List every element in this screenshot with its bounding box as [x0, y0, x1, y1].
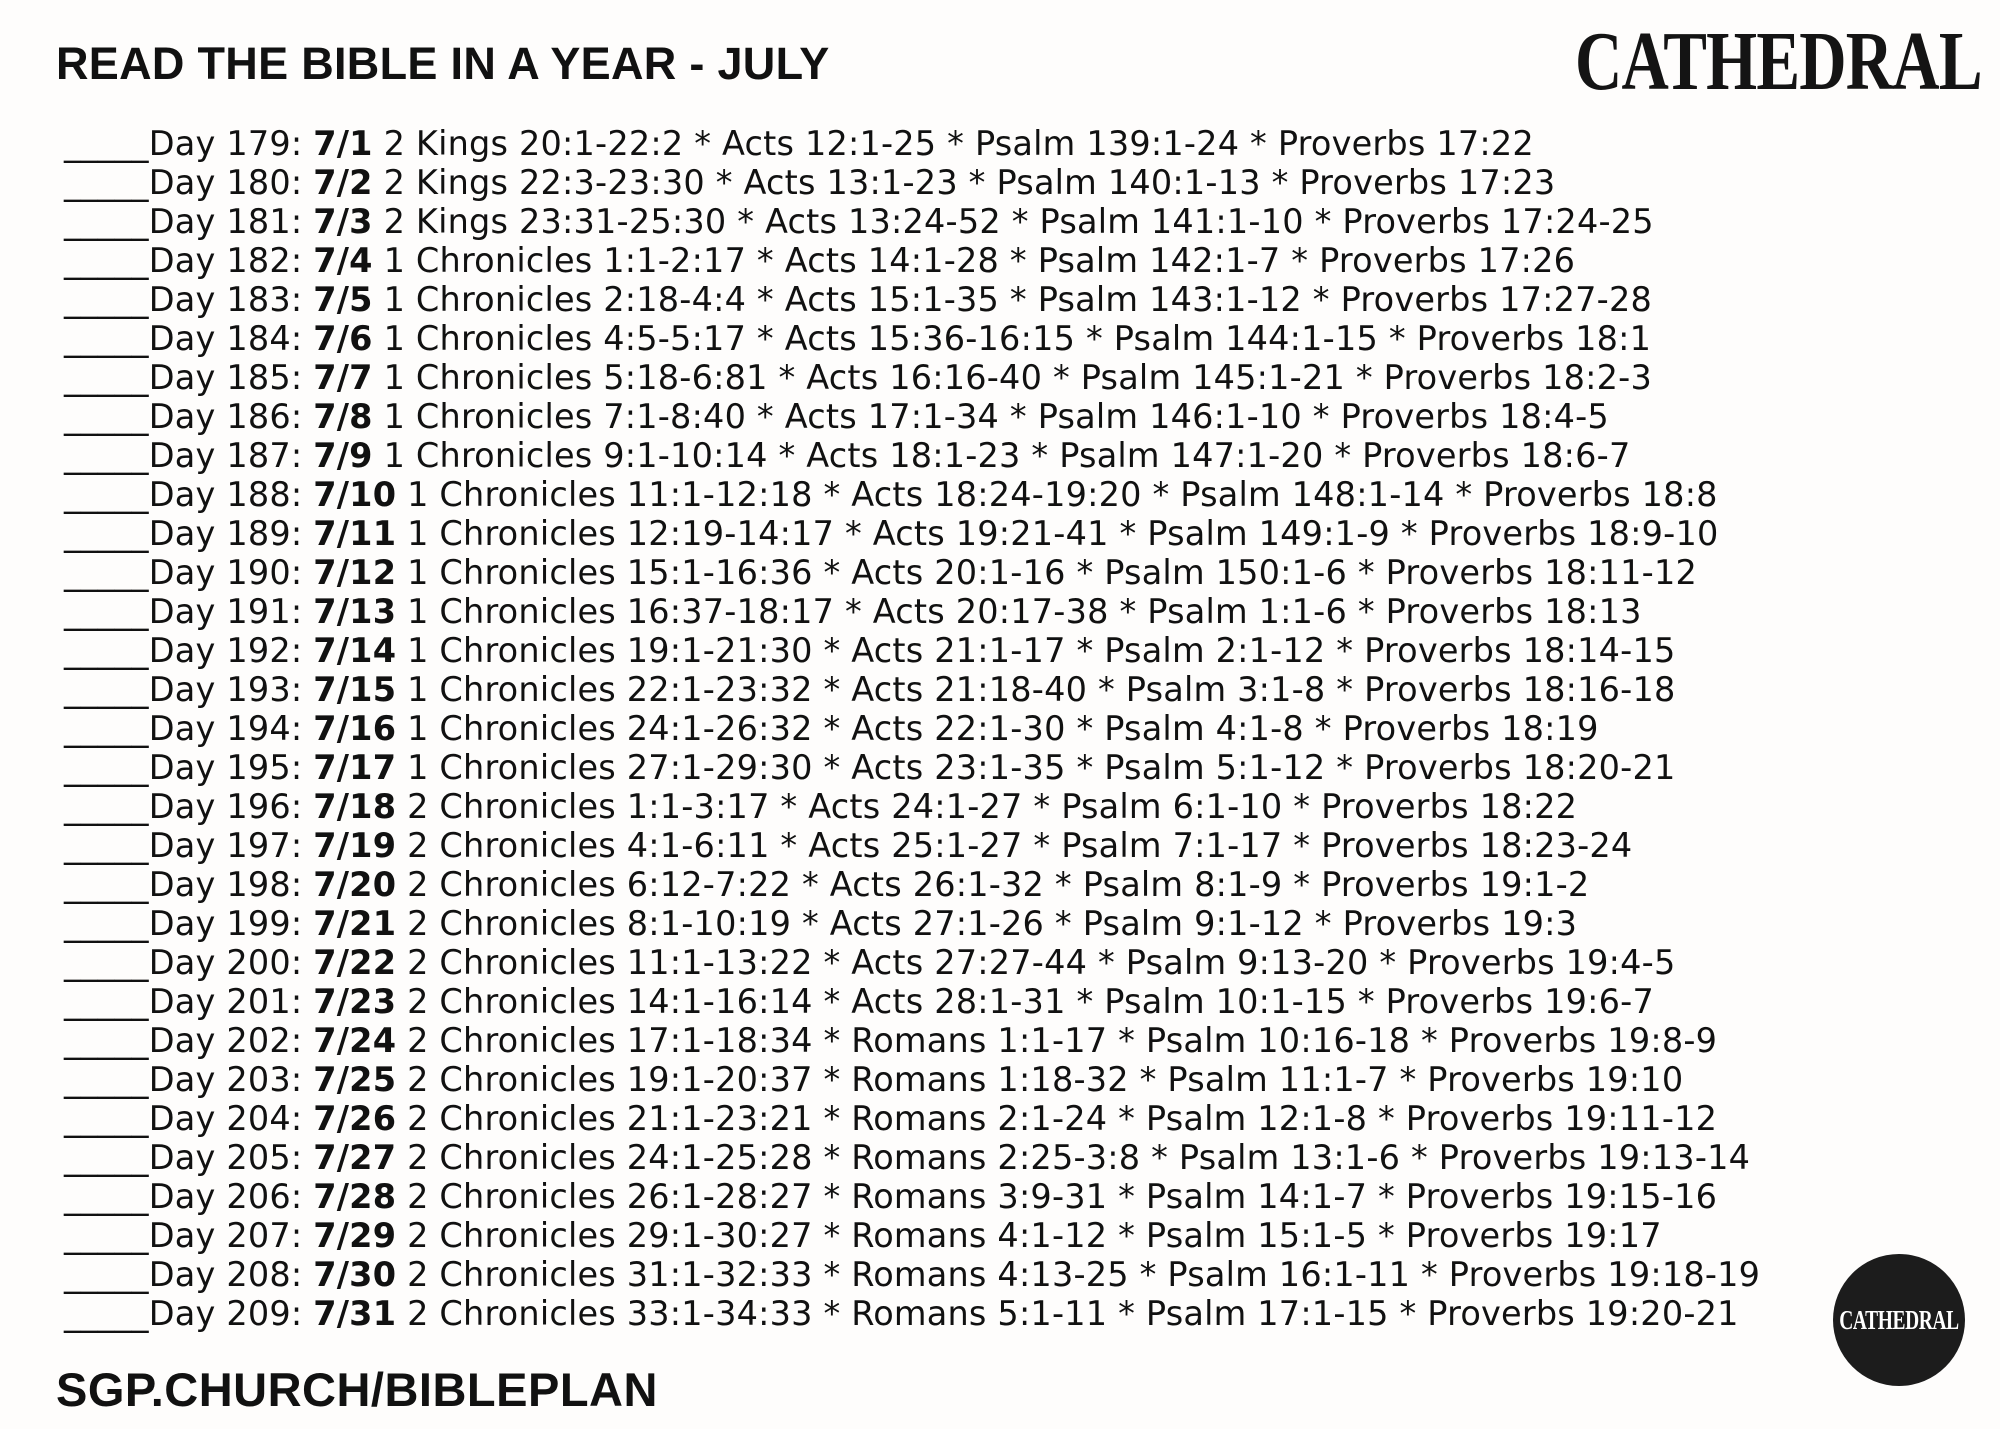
checkbox-blank: _____ [64, 1177, 149, 1216]
day-number: Day 185 [148, 358, 291, 397]
space [396, 1021, 407, 1060]
reading-date: 7/6 [313, 319, 373, 358]
space [396, 982, 407, 1021]
day-number: Day 207 [148, 1216, 291, 1255]
reading-date: 7/16 [313, 709, 397, 748]
space [396, 670, 407, 709]
reading-row [64, 1216, 1760, 1255]
checkbox-blank: _____ [64, 709, 149, 748]
reading-passages: 2 Chronicles 1:1-3:17 * Acts 24:1-27 * Psalm 6:1-10 * Proverbs 18:22 [407, 787, 1578, 826]
day-number: Day 197 [148, 826, 291, 865]
space [396, 553, 407, 592]
reading-row [64, 982, 1760, 1021]
day-number: Day 182 [148, 241, 291, 280]
day-number: Day 184 [148, 319, 291, 358]
checkbox-blank: _____ [64, 865, 149, 904]
day-number: Day 192 [148, 631, 291, 670]
reading-row [64, 124, 1760, 163]
reading-passages: 1 Chronicles 15:1-16:36 * Acts 20:1-16 * Psalm 150:1-6 * Proverbs 18:11-12 [407, 553, 1697, 592]
day-separator: : [290, 280, 314, 319]
reading-row [64, 163, 1760, 202]
reading-row [64, 553, 1760, 592]
reading-passages: 2 Chronicles 6:12-7:22 * Acts 26:1-32 * Psalm 8:1-9 * Proverbs 19:1-2 [407, 865, 1590, 904]
day-number: Day 194 [148, 709, 291, 748]
day-number: Day 180 [148, 163, 291, 202]
day-number: Day 202 [148, 1021, 291, 1060]
day-number: Day 209 [148, 1294, 291, 1333]
checkbox-blank: _____ [64, 1294, 149, 1333]
reading-row [64, 319, 1760, 358]
reading-date: 7/1 [313, 124, 373, 163]
reading-date: 7/23 [313, 982, 397, 1021]
day-separator: : [290, 1099, 314, 1138]
reading-row [64, 397, 1760, 436]
day-separator: : [290, 982, 314, 1021]
reading-row [64, 1021, 1760, 1060]
checkbox-blank: _____ [64, 163, 149, 202]
reading-row [64, 592, 1760, 631]
reading-passages: 1 Chronicles 24:1-26:32 * Acts 22:1-30 * Psalm 4:1-8 * Proverbs 18:19 [407, 709, 1599, 748]
reading-row [64, 358, 1760, 397]
checkbox-blank: _____ [64, 241, 149, 280]
reading-passages: 1 Chronicles 2:18-4:4 * Acts 15:1-35 * Psalm 143:1-12 * Proverbs 17:27-28 [383, 280, 1652, 319]
reading-date: 7/11 [313, 514, 397, 553]
reading-row [64, 280, 1760, 319]
reading-passages: 1 Chronicles 5:18-6:81 * Acts 16:16-40 * Psalm 145:1-21 * Proverbs 18:2-3 [383, 358, 1652, 397]
space [396, 787, 407, 826]
checkbox-blank: _____ [64, 1216, 149, 1255]
reading-row [64, 865, 1760, 904]
space [396, 1255, 407, 1294]
day-number: Day 190 [148, 553, 291, 592]
reading-date: 7/21 [313, 904, 397, 943]
reading-date: 7/3 [313, 202, 373, 241]
space [396, 514, 407, 553]
space [396, 1099, 407, 1138]
reading-date: 7/20 [313, 865, 397, 904]
checkbox-blank: _____ [64, 943, 149, 982]
day-number: Day 208 [148, 1255, 291, 1294]
day-separator: : [290, 865, 314, 904]
space [373, 202, 384, 241]
day-separator: : [290, 670, 314, 709]
checkbox-blank: _____ [64, 475, 149, 514]
reading-passages: 1 Chronicles 12:19-14:17 * Acts 19:21-41 * Psalm 149:1-9 * Proverbs 18:9-10 [407, 514, 1719, 553]
day-number: Day 203 [148, 1060, 291, 1099]
day-separator: : [290, 1177, 314, 1216]
checkbox-blank: _____ [64, 592, 149, 631]
day-number: Day 206 [148, 1177, 291, 1216]
reading-date: 7/22 [313, 943, 397, 982]
day-separator: : [290, 826, 314, 865]
day-separator: : [290, 319, 314, 358]
reading-row [64, 202, 1760, 241]
reading-row [64, 1255, 1760, 1294]
reading-date: 7/4 [313, 241, 373, 280]
day-separator: : [290, 553, 314, 592]
day-number: Day 196 [148, 787, 291, 826]
space [396, 592, 407, 631]
day-number: Day 205 [148, 1138, 291, 1177]
checkbox-blank: _____ [64, 397, 149, 436]
reading-row [64, 1099, 1760, 1138]
reading-passages: 2 Chronicles 11:1-13:22 * Acts 27:27-44 * Psalm 9:13-20 * Proverbs 19:4-5 [407, 943, 1676, 982]
reading-date: 7/18 [313, 787, 397, 826]
day-separator: : [290, 748, 314, 787]
space [373, 241, 384, 280]
checkbox-blank: _____ [64, 1099, 149, 1138]
reading-row [64, 748, 1760, 787]
reading-row [64, 709, 1760, 748]
day-number: Day 179 [148, 124, 291, 163]
reading-passages: 1 Chronicles 27:1-29:30 * Acts 23:1-35 * Psalm 5:1-12 * Proverbs 18:20-21 [407, 748, 1676, 787]
day-separator: : [290, 202, 314, 241]
reading-row [64, 670, 1760, 709]
space [373, 397, 384, 436]
reading-passages: 2 Chronicles 19:1-20:37 * Romans 1:18-32 * Psalm 11:1-7 * Proverbs 19:10 [407, 1060, 1684, 1099]
reading-passages: 2 Chronicles 31:1-32:33 * Romans 4:13-25 * Psalm 16:1-11 * Proverbs 19:18-19 [407, 1255, 1761, 1294]
reading-row [64, 631, 1760, 670]
reading-passages: 2 Chronicles 26:1-28:27 * Romans 3:9-31 * Psalm 14:1-7 * Proverbs 19:15-16 [407, 1177, 1718, 1216]
reading-passages: 1 Chronicles 19:1-21:30 * Acts 21:1-17 * Psalm 2:1-12 * Proverbs 18:14-15 [407, 631, 1676, 670]
day-separator: : [290, 475, 314, 514]
space [396, 709, 407, 748]
day-number: Day 200 [148, 943, 291, 982]
day-separator: : [290, 124, 314, 163]
reading-row [64, 514, 1760, 553]
reading-passages: 2 Chronicles 24:1-25:28 * Romans 2:25-3:8 * Psalm 13:1-6 * Proverbs 19:13-14 [407, 1138, 1751, 1177]
reading-date: 7/7 [313, 358, 373, 397]
day-separator: : [290, 241, 314, 280]
reading-date: 7/26 [313, 1099, 397, 1138]
space [396, 826, 407, 865]
reading-passages: 2 Chronicles 14:1-16:14 * Acts 28:1-31 * Psalm 10:1-15 * Proverbs 19:6-7 [407, 982, 1654, 1021]
reading-row [64, 475, 1760, 514]
space [396, 748, 407, 787]
reading-date: 7/17 [313, 748, 397, 787]
day-separator: : [290, 1255, 314, 1294]
checkbox-blank: _____ [64, 748, 149, 787]
day-separator: : [290, 631, 314, 670]
space [373, 358, 384, 397]
reading-row [64, 241, 1760, 280]
reading-passages: 2 Chronicles 17:1-18:34 * Romans 1:1-17 * Psalm 10:16-18 * Proverbs 19:8-9 [407, 1021, 1718, 1060]
day-number: Day 183 [148, 280, 291, 319]
space [396, 865, 407, 904]
space [396, 1177, 407, 1216]
checkbox-blank: _____ [64, 358, 149, 397]
day-number: Day 201 [148, 982, 291, 1021]
reading-row [64, 904, 1760, 943]
day-separator: : [290, 1216, 314, 1255]
day-separator: : [290, 943, 314, 982]
reading-date: 7/15 [313, 670, 397, 709]
checkbox-blank: _____ [64, 1138, 149, 1177]
day-separator: : [290, 904, 314, 943]
day-separator: : [290, 709, 314, 748]
reading-row [64, 1177, 1760, 1216]
checkbox-blank: _____ [64, 202, 149, 241]
reading-passages: 1 Chronicles 4:5-5:17 * Acts 15:36-16:15 * Psalm 144:1-15 * Proverbs 18:1 [383, 319, 1652, 358]
checkbox-blank: _____ [64, 319, 149, 358]
reading-passages: 1 Chronicles 1:1-2:17 * Acts 14:1-28 * Psalm 142:1-7 * Proverbs 17:26 [383, 241, 1576, 280]
reading-date: 7/5 [313, 280, 373, 319]
space [373, 319, 384, 358]
reading-passages: 1 Chronicles 7:1-8:40 * Acts 17:1-34 * Psalm 146:1-10 * Proverbs 18:4-5 [383, 397, 1609, 436]
reading-passages: 1 Chronicles 22:1-23:32 * Acts 21:18-40 * Psalm 3:1-8 * Proverbs 18:16-18 [407, 670, 1676, 709]
day-separator: : [290, 397, 314, 436]
reading-passages: 2 Chronicles 29:1-30:27 * Romans 4:1-12 * Psalm 15:1-5 * Proverbs 19:17 [407, 1216, 1662, 1255]
day-separator: : [290, 358, 314, 397]
day-number: Day 186 [148, 397, 291, 436]
space [396, 1294, 407, 1333]
reading-row [64, 1060, 1760, 1099]
checkbox-blank: _____ [64, 670, 149, 709]
space [396, 1138, 407, 1177]
reading-passages: 2 Chronicles 21:1-23:21 * Romans 2:1-24 * Psalm 12:1-8 * Proverbs 19:11-12 [407, 1099, 1718, 1138]
day-number: Day 204 [148, 1099, 291, 1138]
reading-date: 7/27 [313, 1138, 397, 1177]
space [396, 631, 407, 670]
plan-url: SGP.CHURCH/BIBLEPLAN [56, 1363, 658, 1416]
reading-date: 7/29 [313, 1216, 397, 1255]
reading-list [64, 124, 1760, 1333]
reading-row [64, 436, 1760, 475]
space [396, 1060, 407, 1099]
checkbox-blank: _____ [64, 787, 149, 826]
reading-passages: 1 Chronicles 9:1-10:14 * Acts 18:1-23 * Psalm 147:1-20 * Proverbs 18:6-7 [383, 436, 1631, 475]
space [396, 1216, 407, 1255]
reading-date: 7/19 [313, 826, 397, 865]
space [373, 124, 384, 163]
checkbox-blank: _____ [64, 436, 149, 475]
day-number: Day 188 [148, 475, 291, 514]
reading-date: 7/30 [313, 1255, 397, 1294]
reading-row [64, 826, 1760, 865]
checkbox-blank: _____ [64, 124, 149, 163]
page-title: READ THE BIBLE IN A YEAR - JULY [56, 38, 830, 89]
checkbox-blank: _____ [64, 1021, 149, 1060]
day-number: Day 195 [148, 748, 291, 787]
cathedral-badge-logo [1833, 1254, 1965, 1386]
reading-date: 7/14 [313, 631, 397, 670]
space [373, 436, 384, 475]
reading-passages: 2 Kings 20:1-22:2 * Acts 12:1-25 * Psalm 139:1-24 * Proverbs 17:22 [383, 124, 1534, 163]
day-separator: : [290, 787, 314, 826]
checkbox-blank: _____ [64, 514, 149, 553]
day-separator: : [290, 514, 314, 553]
day-number: Day 193 [148, 670, 291, 709]
reading-row [64, 943, 1760, 982]
reading-date: 7/8 [313, 397, 373, 436]
reading-date: 7/2 [313, 163, 373, 202]
reading-passages: 2 Chronicles 33:1-34:33 * Romans 5:1-11 * Psalm 17:1-15 * Proverbs 19:20-21 [407, 1294, 1739, 1333]
day-number: Day 189 [148, 514, 291, 553]
reading-passages: 2 Chronicles 4:1-6:11 * Acts 25:1-27 * Psalm 7:1-17 * Proverbs 18:23-24 [407, 826, 1633, 865]
checkbox-blank: _____ [64, 280, 149, 319]
space [373, 163, 384, 202]
day-number: Day 191 [148, 592, 291, 631]
reading-passages: 1 Chronicles 16:37-18:17 * Acts 20:17-38 * Psalm 1:1-6 * Proverbs 18:13 [407, 592, 1642, 631]
day-separator: : [290, 163, 314, 202]
space [396, 475, 407, 514]
space [373, 280, 384, 319]
reading-date: 7/9 [313, 436, 373, 475]
checkbox-blank: _____ [64, 904, 149, 943]
reading-passages: 2 Kings 22:3-23:30 * Acts 13:1-23 * Psalm 140:1-13 * Proverbs 17:23 [383, 163, 1556, 202]
space [396, 943, 407, 982]
day-number: Day 187 [148, 436, 291, 475]
day-separator: : [290, 1138, 314, 1177]
reading-row [64, 787, 1760, 826]
reading-date: 7/12 [313, 553, 397, 592]
reading-date: 7/24 [313, 1021, 397, 1060]
day-separator: : [290, 1021, 314, 1060]
day-separator: : [290, 592, 314, 631]
day-number: Day 181 [148, 202, 291, 241]
day-number: Day 198 [148, 865, 291, 904]
day-separator: : [290, 1060, 314, 1099]
checkbox-blank: _____ [64, 631, 149, 670]
checkbox-blank: _____ [64, 826, 149, 865]
reading-date: 7/13 [313, 592, 397, 631]
badge-logo-text: CATHEDRAL [1839, 1304, 1959, 1335]
day-separator: : [290, 1294, 314, 1333]
reading-passages: 2 Kings 23:31-25:30 * Acts 13:24-52 * Psalm 141:1-10 * Proverbs 17:24-25 [383, 202, 1654, 241]
checkbox-blank: _____ [64, 982, 149, 1021]
cathedral-logo: CATHEDRAL [1575, 15, 1982, 108]
checkbox-blank: _____ [64, 553, 149, 592]
checkbox-blank: _____ [64, 1255, 149, 1294]
reading-passages: 1 Chronicles 11:1-12:18 * Acts 18:24-19:20 * Psalm 148:1-14 * Proverbs 18:8 [407, 475, 1718, 514]
reading-date: 7/28 [313, 1177, 397, 1216]
reading-passages: 2 Chronicles 8:1-10:19 * Acts 27:1-26 * Psalm 9:1-12 * Proverbs 19:3 [407, 904, 1578, 943]
reading-date: 7/10 [313, 475, 397, 514]
reading-row [64, 1294, 1760, 1333]
day-number: Day 199 [148, 904, 291, 943]
day-separator: : [290, 436, 314, 475]
space [396, 904, 407, 943]
reading-row [64, 1138, 1760, 1177]
reading-date: 7/25 [313, 1060, 397, 1099]
reading-date: 7/31 [313, 1294, 397, 1333]
checkbox-blank: _____ [64, 1060, 149, 1099]
